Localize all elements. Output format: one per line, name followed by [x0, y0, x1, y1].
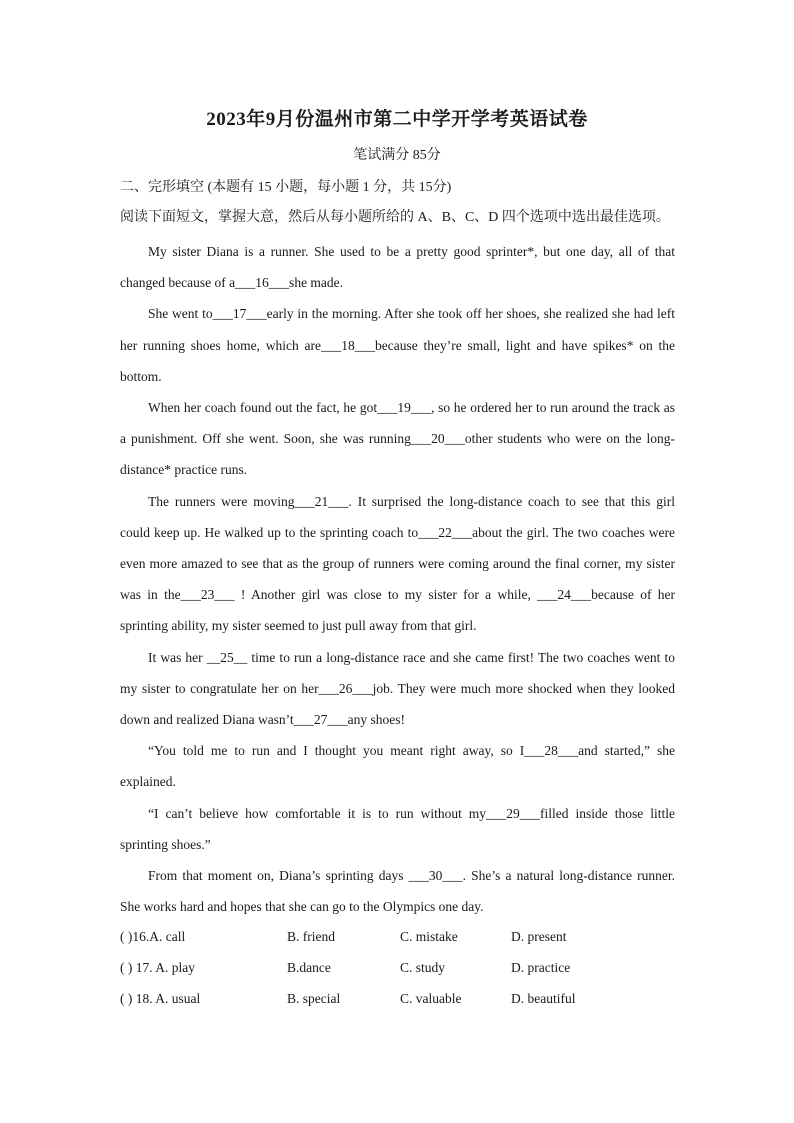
passage-paragraph: My sister Diana is a runner. She used to be a pretty good sprinter*, but one day, all of that changed because of a___16___she made.	[120, 244, 675, 291]
option-c: C. study	[400, 960, 446, 976]
option-b: B.dance	[287, 960, 331, 976]
option-d: D. beautiful	[511, 991, 576, 1007]
option-b: B. friend	[287, 929, 335, 944]
question-row	[120, 983, 680, 1014]
option-b: B. special	[287, 991, 341, 1007]
question-row	[120, 952, 680, 983]
passage-paragraph: When her coach found out the fact, he got___19___, so he ordered her to run around the track as a punishment. Off she went. Soon, she was running___20___other students who were on the long-distance* practice runs.	[120, 400, 675, 478]
question-row	[120, 921, 680, 952]
section-instruction: 阅读下面短文，掌握大意，然后从每小题所给的 A、B、C、D 四个选项中选出最佳选项。	[120, 210, 670, 225]
option-d: D. present	[511, 929, 567, 944]
passage-paragraph: It was her __25__ time to run a long-distance race and she came first! The two coaches went to my sister to congratulate her on her___26___job. They were much more shocked when they looked down and realized Diana wasn’t___27___any shoes!	[120, 649, 675, 728]
passage-paragraph: She went to___17___early in the morning. After she took off her shoes, she realized she had left her running shoes home, which are___18___because they’re small, light and have spikes* on the bottom.	[120, 306, 675, 384]
passage-paragraph: “You told me to run and I thought you meant right away, so I___28___and started,” she explained.	[120, 743, 675, 790]
passage-paragraph: From that moment on, Diana’s sprinting days ___30___. She’s a natural long-distance runner. She works hard and hopes that she can go to the Olympics one day.	[120, 868, 675, 915]
option-a: ( ) 17. A. play	[120, 960, 195, 976]
cloze-passage	[120, 236, 675, 922]
option-c: C. mistake	[400, 929, 458, 944]
score-subtitle: 笔试满分 85分	[353, 148, 441, 163]
page-title: 2023年9月份温州市第二中学开学考英语试卷	[206, 109, 588, 130]
passage-paragraph: The runners were moving___21___. It surprised the long-distance coach to see that this girl could keep up. He walked up to the sprinting coach to___22___about the girl. The two coaches were even more amazed to see that as the group of runners were coming around the final corner, my sister was in the___23___ ! Another girl was close to my sister for a while, ___24___because of her sprinting ability, my sister seemed to just pull away from that girl.	[120, 493, 675, 634]
section-heading: 二、完形填空 (本题有 15 小题，每小题 1 分，共 15分)	[120, 180, 452, 195]
question-options	[120, 921, 680, 1015]
option-d: D. practice	[511, 960, 571, 976]
option-a: ( )16.A. call	[120, 929, 186, 944]
option-a: ( ) 18. A. usual	[120, 991, 201, 1007]
passage-paragraph: “I can’t believe how comfortable it is to run without my___29___filled inside those little sprinting shoes.”	[120, 805, 675, 852]
option-c: C. valuable	[400, 991, 462, 1007]
